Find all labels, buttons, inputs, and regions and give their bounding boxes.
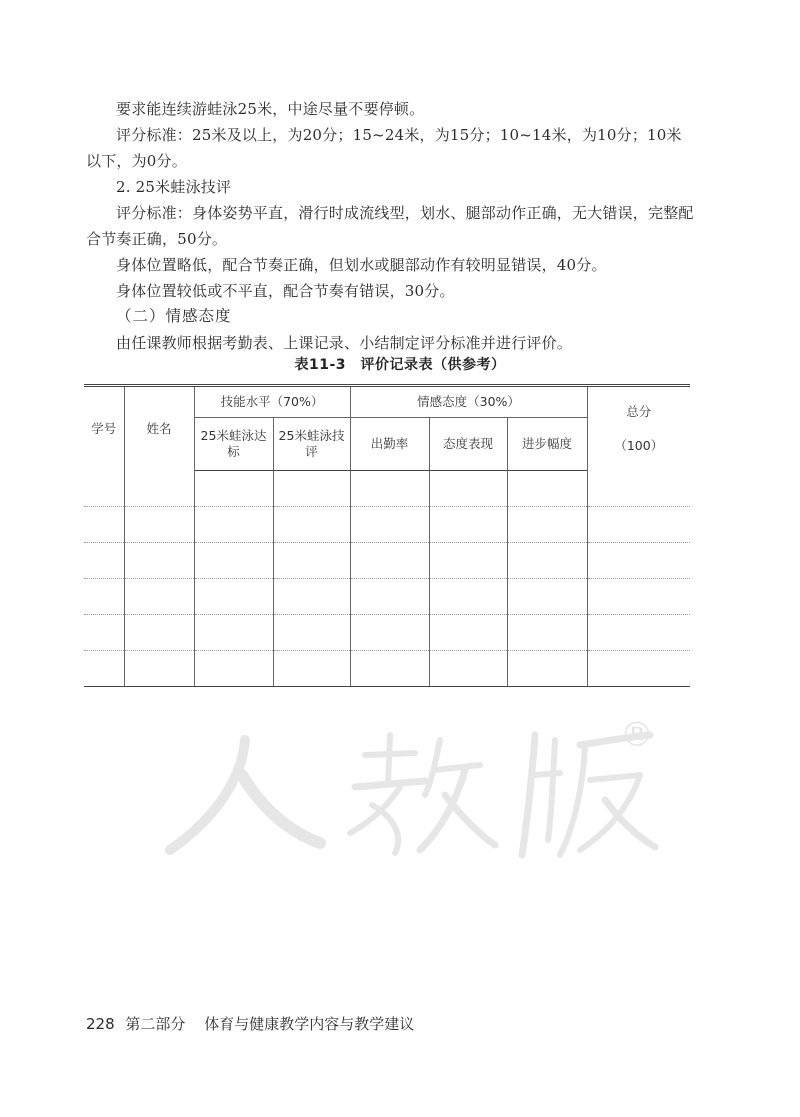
- table-cell: [350, 543, 429, 579]
- table-cell: [124, 651, 194, 687]
- table-caption: 表11-3 评价记录表（供参考）: [294, 357, 506, 373]
- table-cell: [429, 543, 507, 579]
- table-cell: [194, 651, 273, 687]
- table-cell: [587, 615, 690, 651]
- table-cell: [429, 507, 507, 543]
- header-attitude-performance: 态度表现: [429, 418, 507, 471]
- table-cell: [587, 651, 690, 687]
- table-cell: [350, 651, 429, 687]
- header-attendance: 出勤率: [350, 418, 429, 471]
- paragraph-technique-40: 身体位置略低，配合节奏正确，但划水或腿部动作有较明显错误，40分。: [116, 256, 607, 274]
- paragraph-requirement: 要求能连续游蛙泳25米，中途尽量不要停顿。: [116, 100, 425, 118]
- table-cell: [587, 543, 690, 579]
- table-cell: [350, 507, 429, 543]
- section-heading-technique: 2. 25米蛙泳技评: [116, 178, 232, 196]
- table-row: [84, 579, 690, 615]
- table-cell: [124, 543, 194, 579]
- table-cell: [84, 543, 124, 579]
- table-cell: [124, 471, 194, 507]
- header-name: 姓名: [124, 386, 194, 471]
- table-row: [84, 651, 690, 687]
- table-cell: [507, 579, 587, 615]
- table-row: [84, 615, 690, 651]
- page-footer: [86, 1013, 414, 1034]
- section-heading-attitude: （二）情感态度: [116, 307, 232, 325]
- table-cell: [124, 579, 194, 615]
- publisher-watermark-logo: [150, 715, 670, 865]
- table-cell: [194, 507, 273, 543]
- table-cell: [124, 507, 194, 543]
- table-cell: [429, 651, 507, 687]
- table-cell: [84, 471, 124, 507]
- table-row: [84, 471, 690, 507]
- table-cell: [507, 651, 587, 687]
- evaluation-table: [84, 384, 690, 687]
- table-cell: [194, 471, 273, 507]
- table-cell: [273, 543, 350, 579]
- table-cell: [273, 579, 350, 615]
- paragraph-scoring-distance: 评分标准：25米及以上，为20分；15~24米，为15分；10~14米，为10分；10米以下，为0分。: [86, 126, 682, 170]
- table-cell: [507, 471, 587, 507]
- table-cell: [273, 507, 350, 543]
- table-cell: [273, 471, 350, 507]
- paragraph-technique-30: 身体位置较低或不平直，配合节奏有错误，30分。: [116, 282, 455, 300]
- table-cell: [587, 471, 690, 507]
- header-skill-standard: 25米蛙泳达标: [194, 418, 273, 471]
- paragraph-attitude-evaluation: 由任课教师根据考勤表、上课记录、小结制定评分标准并进行评价。: [116, 334, 573, 352]
- table-cell: [84, 507, 124, 543]
- registered-mark: ®: [620, 715, 654, 755]
- table-cell: [84, 615, 124, 651]
- table-cell: [273, 615, 350, 651]
- table-row: [84, 507, 690, 543]
- page-number: 228: [86, 1015, 115, 1033]
- table-cell: [507, 615, 587, 651]
- table-cell: [350, 579, 429, 615]
- table-cell: [429, 579, 507, 615]
- watermark-brush-icon: [150, 715, 670, 865]
- table-cell: [273, 651, 350, 687]
- table-cell: [507, 507, 587, 543]
- header-affective-attitude: 情感态度（30%）: [350, 386, 587, 418]
- header-total-max: （100）: [614, 437, 664, 453]
- table-cell: [429, 471, 507, 507]
- header-skill-level: 技能水平（70%）: [194, 386, 350, 418]
- table-cell: [429, 615, 507, 651]
- table-cell: [507, 543, 587, 579]
- table-cell: [194, 615, 273, 651]
- footer-book-title: 体育与健康教学内容与教学建议: [204, 1015, 415, 1033]
- table-cell: [350, 471, 429, 507]
- table-cell: [194, 543, 273, 579]
- table-cell: [124, 615, 194, 651]
- table-row: [84, 543, 690, 579]
- header-progress: 进步幅度: [507, 418, 587, 471]
- header-student-id: 学号: [84, 386, 124, 471]
- header-total-label: 总分: [626, 403, 652, 419]
- table-cell: [84, 651, 124, 687]
- table-cell: [350, 615, 429, 651]
- table-cell: [587, 579, 690, 615]
- footer-part-label: 第二部分: [125, 1015, 186, 1033]
- paragraph-scoring-technique: 评分标准：身体姿势平直，滑行时成流线型，划水、腿部动作正确，无大错误，完整配合节奏正确，50分。: [86, 204, 694, 248]
- table-cell: [84, 579, 124, 615]
- table-cell: [587, 507, 690, 543]
- header-total-score: [587, 386, 690, 471]
- header-skill-technique: 25米蛙泳技评: [273, 418, 350, 471]
- table-cell: [194, 579, 273, 615]
